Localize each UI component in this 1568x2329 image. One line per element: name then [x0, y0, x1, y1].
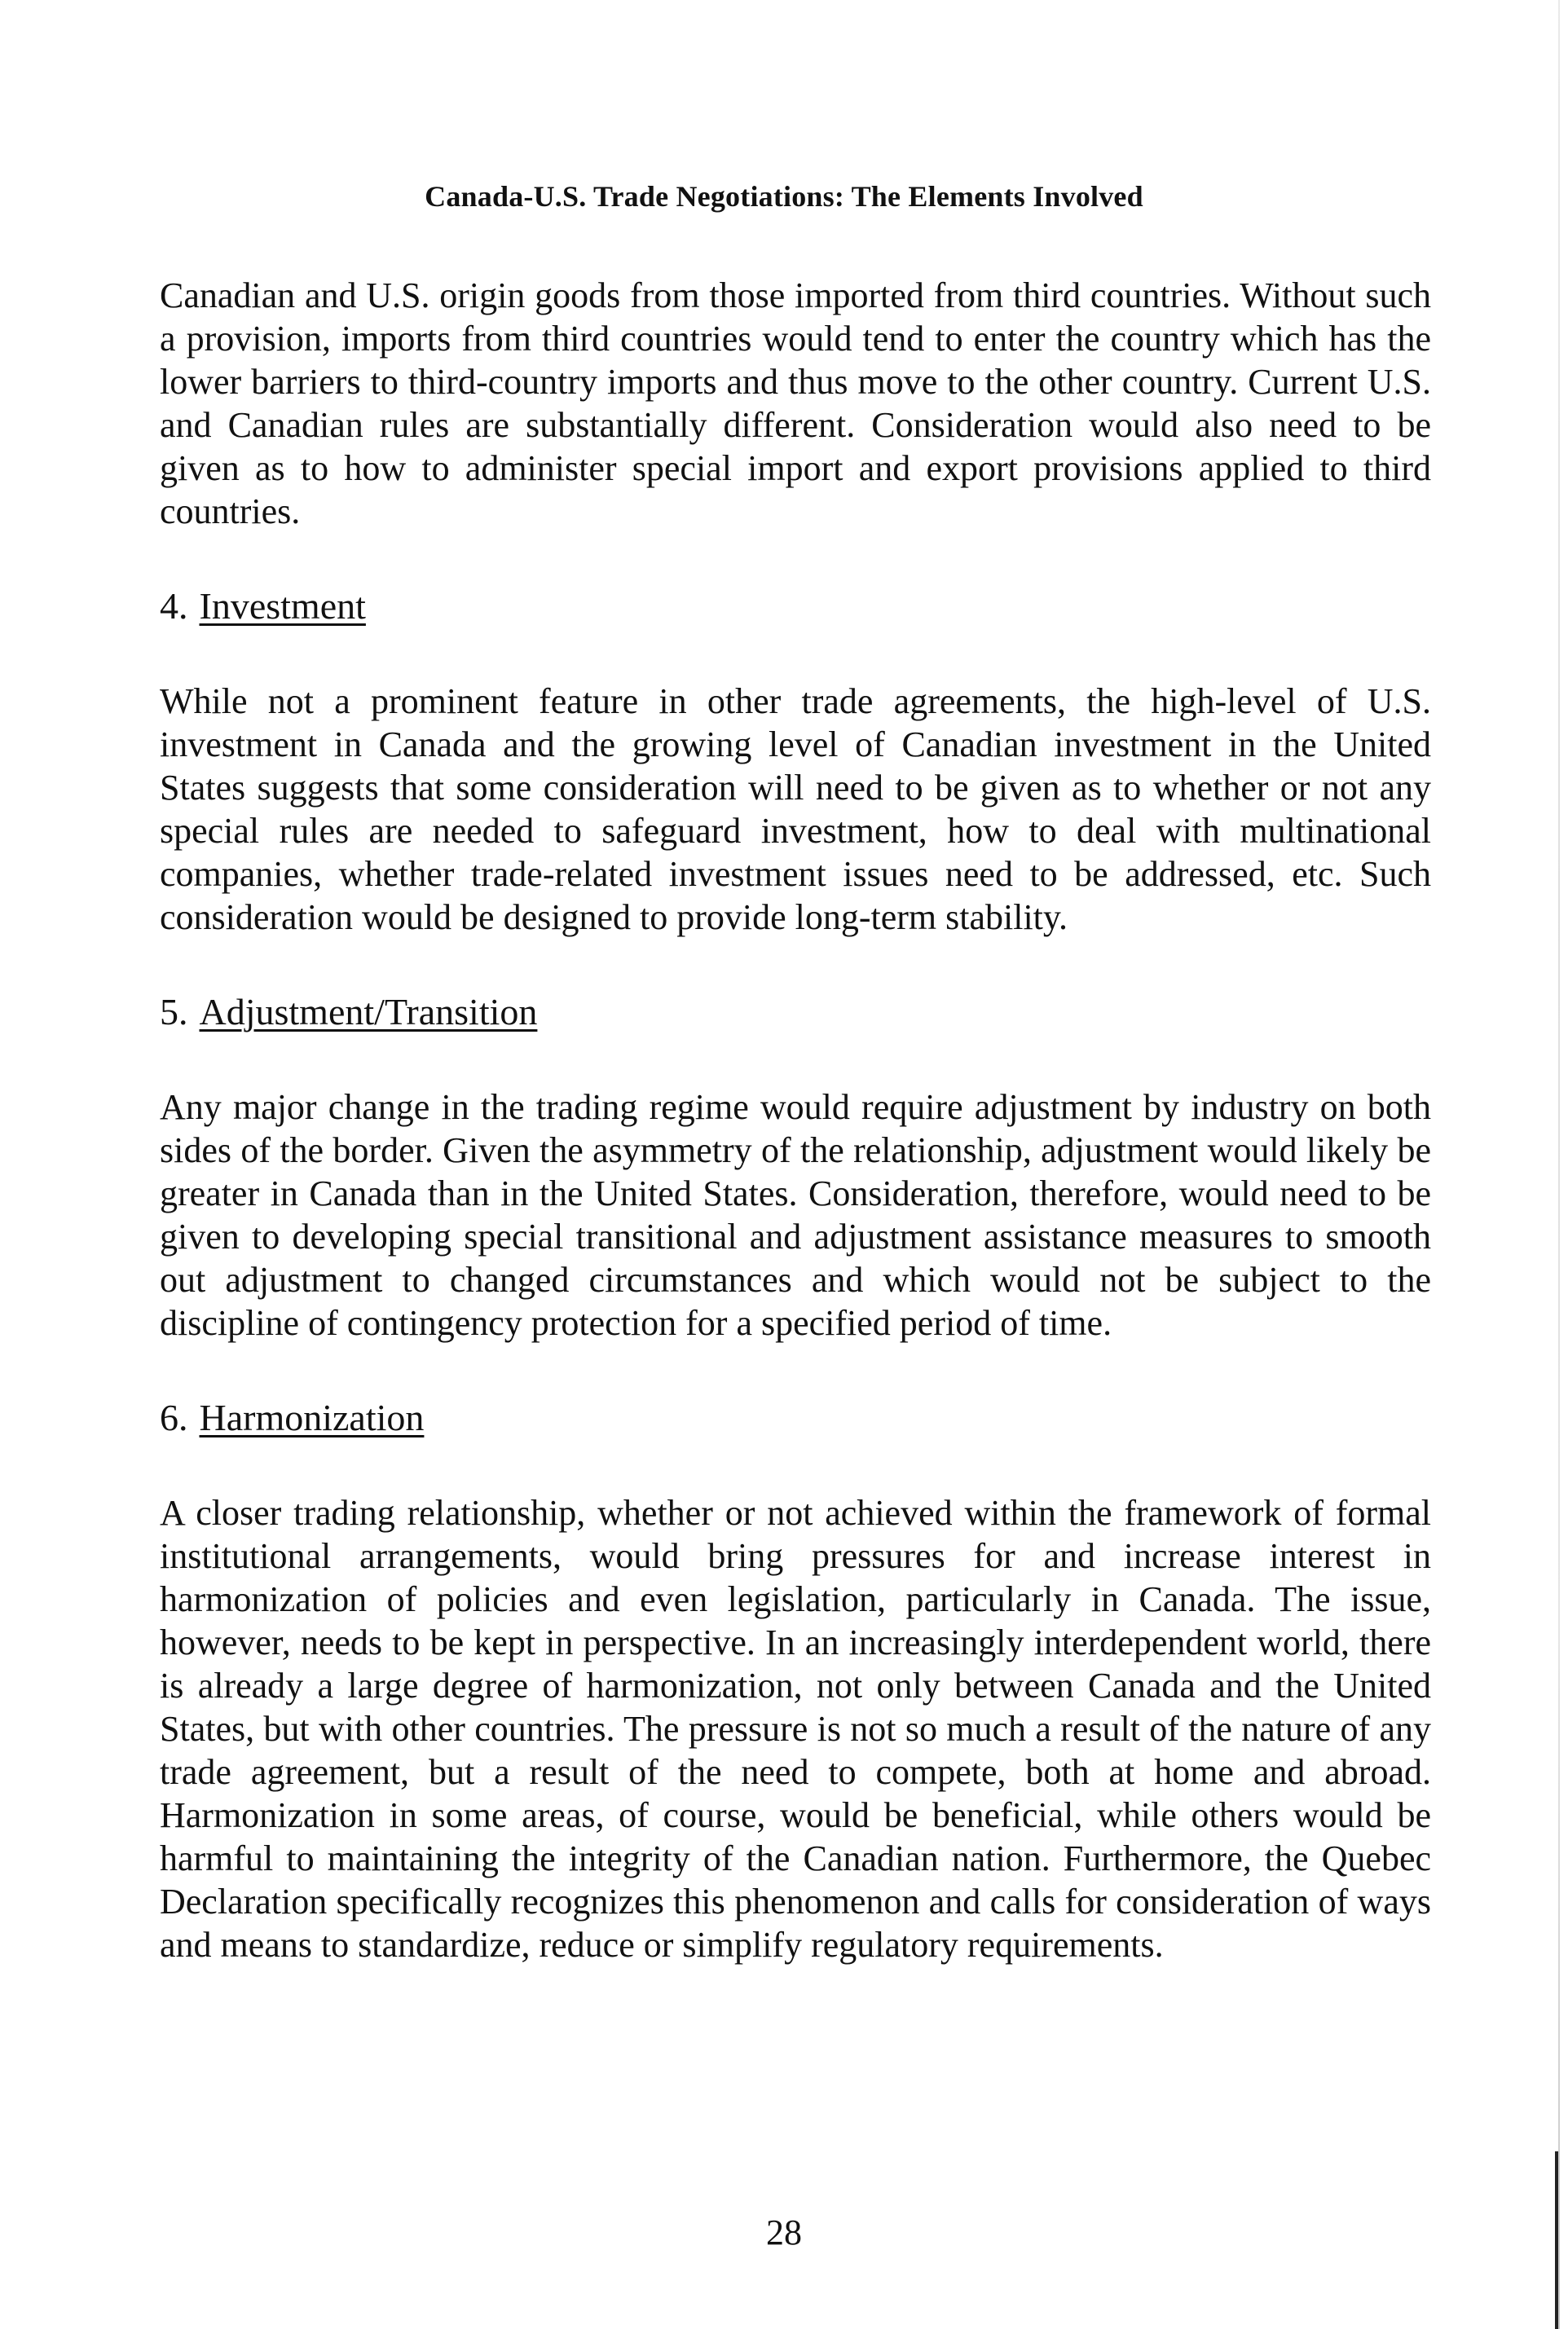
spacer	[160, 1345, 1431, 1395]
spacer	[160, 533, 1431, 583]
section-heading-investment	[160, 583, 1431, 629]
section-number: 4.	[160, 585, 188, 627]
page-number: 28	[766, 2212, 802, 2252]
section-number: 5.	[160, 991, 188, 1032]
section-title: Investment	[199, 585, 366, 627]
section-body-investment: While not a prominent feature in other trade agreements, the high-level of U.S. investment in Canada and the growing level of Canadian investment in the United States suggests that some consideration will need to be given as to whether or not any special rules are needed to safeguard investment, how to deal with multinational companies, whether trade-related investment issues need to be addressed, etc. Such consideration would be designed to provide long-term stability.	[160, 681, 1431, 937]
spacer	[160, 1035, 1431, 1085]
spacer	[160, 629, 1431, 680]
section-body-adjustment-transition: Any major change in the trading regime would require adjustment by industry on both sides of the border. Given the asymmetry of the relationship, adjustment would likely be greater in Canada than in the United States. Consideration, therefore, would need to be given to developing special transitional and adjustment assistance measures to smooth out adjustment to changed circumstances and which would not be subject to the discipline of contingency protection for a specified period of time.	[160, 1087, 1431, 1343]
scan-edge-line	[1558, 0, 1560, 2329]
spacer	[160, 1441, 1431, 1491]
section-heading-harmonization	[160, 1395, 1431, 1441]
page-body	[160, 274, 1431, 1966]
spacer	[160, 939, 1431, 989]
section-heading-adjustment-transition	[160, 989, 1431, 1035]
running-head: Canada-U.S. Trade Negotiations: The Elements Involved	[425, 180, 1143, 213]
section-number: 6.	[160, 1397, 188, 1438]
section-title: Adjustment/Transition	[199, 991, 538, 1032]
scan-edge-shadow	[1555, 2151, 1558, 2329]
intro-paragraph: Canadian and U.S. origin goods from those imported from third countries. Without such a provision, imports from third countries would tend to enter the country which has the lower barriers to third-country imports and thus move to the other country. Current U.S. and Canadian rules are substantially different. Consideration would also need to be given as to how to administer special import and export provisions applied to third countries.	[160, 275, 1431, 531]
section-title: Harmonization	[199, 1397, 425, 1438]
section-body-harmonization: A closer trading relationship, whether or not achieved within the framework of formal institutional arrangements, would bring pressures for and increase interest in harmonization of policies and even legislation, particularly in Canada. The issue, however, needs to be kept in perspective. In an increasingly interdependent world, there is already a large degree of harmonization, not only between Canada and the United States, but with other countries. The pressure is not so much a result of the nature of any trade agreement, but a result of the need to compete, both at home and abroad. Harmonization in some areas, of course, would be beneficial, while others would be harmful to maintaining the integrity of the Canadian nation. Furthermore, the Quebec Declaration specifically recognizes this phenomenon and calls for consideration of ways and means to standardize, reduce or simplify regulatory requirements.	[160, 1493, 1431, 1965]
